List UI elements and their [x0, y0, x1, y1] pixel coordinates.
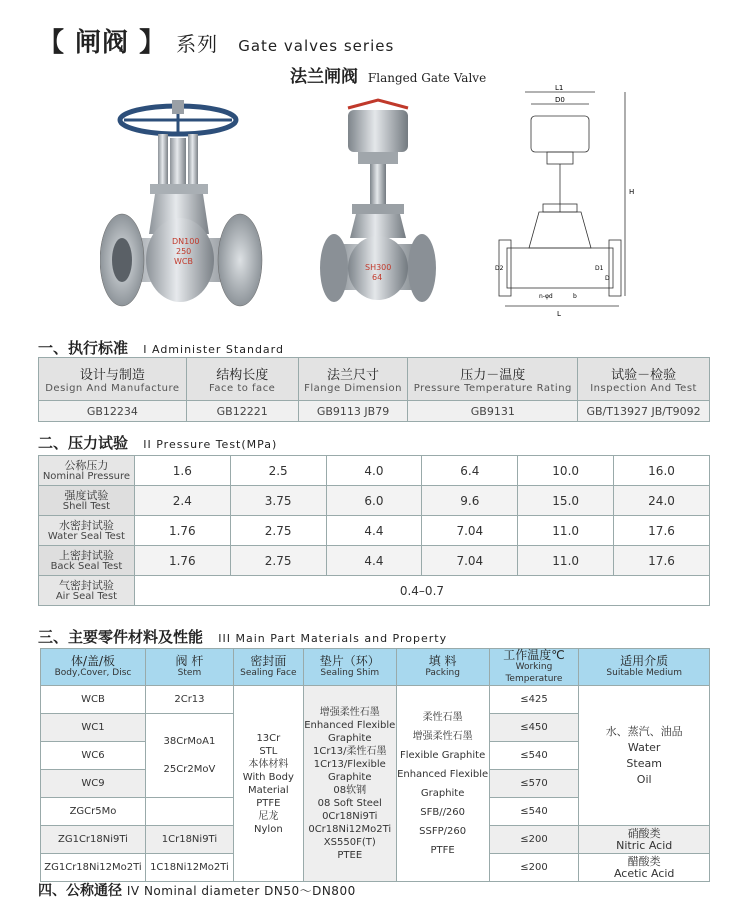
gate-valve-dimension-drawing: [495, 84, 645, 322]
temperature-value: ≤450: [489, 714, 579, 742]
drawing-label-l1: L1: [555, 84, 564, 92]
header-shim: 垫片（环） Sealing Shim: [303, 649, 396, 686]
temperature-value: ≤200: [489, 854, 579, 882]
test-value: 4.4: [326, 546, 422, 576]
temperature-value: ≤540: [489, 798, 579, 826]
standard-value: GB/T13927 JB/T9092: [578, 401, 710, 422]
test-value: 2.5: [230, 456, 326, 486]
standard-value: GB9113 JB79: [298, 401, 408, 422]
valve1-marking-1: DN100: [172, 237, 200, 246]
temperature-value: ≤425: [489, 686, 579, 714]
body-material: ZGCr5Mo: [41, 798, 146, 826]
body-material: WC9: [41, 770, 146, 798]
test-value: 3.75: [230, 486, 326, 516]
drawing-label-d: D: [605, 275, 610, 282]
row-label: 公称压力 Nominal Pressure: [39, 456, 135, 486]
header-medium: 适用介质 Suitable Medium: [579, 649, 710, 686]
section2-heading: [38, 432, 277, 453]
temperature-value: ≤200: [489, 826, 579, 854]
standards-table: [38, 357, 710, 422]
page-title: [38, 22, 394, 59]
header-temperature: 工作温度℃ Working Temperature: [489, 649, 579, 686]
air-seal-value: 0.4–0.7: [134, 576, 709, 606]
product-subtitle: [290, 62, 486, 87]
row-label: 气密封试验 Air Seal Test: [39, 576, 135, 606]
test-value: 7.04: [422, 546, 518, 576]
valve1-marking-2: 250: [176, 247, 192, 256]
drawing-label-b: b: [573, 293, 577, 300]
subtitle-en: Flanged Gate Valve: [367, 71, 487, 85]
body-material: ZG1Cr18Ni12Mo2Ti: [41, 854, 146, 882]
subtitle-cn: 法兰闸阀: [290, 67, 358, 87]
header-design: 设计与制造 Design And Manufacture: [39, 358, 187, 401]
section1-title-cn: 一、执行标准: [38, 339, 129, 357]
body-material: WCB: [41, 686, 146, 714]
header-sealing-face: 密封面 Sealing Face: [233, 649, 303, 686]
standard-value: GB12221: [186, 401, 298, 422]
test-value: 2.75: [230, 516, 326, 546]
test-value: 1.76: [134, 546, 230, 576]
stem-material: 2Cr13: [145, 686, 233, 714]
test-value: 17.6: [614, 516, 710, 546]
standard-value: GB9131: [408, 401, 578, 422]
valve2-marking-1: SH300: [365, 263, 392, 272]
header-stem: 阀 杆 Stem: [145, 649, 233, 686]
section3-title-cn: 三、主要零件材料及性能: [38, 628, 204, 646]
standard-value: GB12234: [39, 401, 187, 422]
test-value: 17.6: [614, 546, 710, 576]
body-material: WC1: [41, 714, 146, 742]
header-pressure-temp: 压力－温度 Pressure Temperature Rating: [408, 358, 578, 401]
manual-gate-valve-photo: [100, 98, 268, 310]
stem-material-empty: [145, 798, 233, 826]
row-label: 水密封试验 Water Seal Test: [39, 516, 135, 546]
drawing-label-d2: D2: [495, 265, 504, 272]
medium-nitric-cell: 硝酸类 Nitric Acid: [579, 826, 710, 854]
drawing-label-d1: D1: [595, 265, 604, 272]
medium-acetic-cell: 醋酸类 Acetic Acid: [579, 854, 710, 882]
electric-gate-valve-photo: [318, 98, 438, 310]
section3-heading: [38, 626, 447, 647]
body-material: ZG1Cr18Ni9Ti: [41, 826, 146, 854]
test-value: 11.0: [518, 516, 614, 546]
shim-cell: 增强柔性石墨 Enhanced Flexible Graphite 1Cr13/柔性石墨 1Cr13/Flexible Graphite 08软钢 08 Soft Steel 0Cr18Ni9Ti 0Cr18Ni12Mo2Ti XS550F(T) PTEE: [303, 686, 396, 882]
drawing-label-d0: D0: [555, 96, 565, 104]
title-en: Gate valves series: [238, 37, 395, 55]
test-value: 1.76: [134, 516, 230, 546]
test-value: 4.0: [326, 456, 422, 486]
drawing-label-h: H: [629, 188, 635, 196]
stem-material-group: 38CrMoA1 25Cr2MoV: [145, 714, 233, 798]
header-flange: 法兰尺寸 Flange Dimension: [298, 358, 408, 401]
section2-title-cn: 二、压力试验: [38, 434, 129, 452]
title-series: 系列: [176, 32, 219, 56]
drawing-label-bolts: n-φd: [539, 293, 553, 300]
temperature-value: ≤570: [489, 770, 579, 798]
valve2-marking-2: 64: [372, 273, 383, 282]
header-inspection: 试验－检验 Inspection And Test: [578, 358, 710, 401]
header-body: 体/盖/板 Body,Cover, Disc: [41, 649, 146, 686]
test-value: 7.04: [422, 516, 518, 546]
test-value: 6.4: [422, 456, 518, 486]
pressure-test-table: [38, 455, 710, 606]
test-value: 16.0: [614, 456, 710, 486]
materials-table: [40, 648, 710, 882]
header-face: 结构长度 Face to face: [186, 358, 298, 401]
section4-title-en: IV Nominal diameter DN50～DN800: [126, 884, 356, 898]
test-value: 6.0: [326, 486, 422, 516]
row-label: 上密封试验 Back Seal Test: [39, 546, 135, 576]
test-value: 10.0: [518, 456, 614, 486]
valve1-marking-3: WCB: [174, 257, 193, 266]
section1-heading: [38, 337, 284, 358]
stem-material: 1Cr18Ni9Ti: [145, 826, 233, 854]
section4-heading: [38, 880, 356, 900]
header-packing: 填 料 Packing: [396, 649, 489, 686]
drawing-label-l: L: [557, 310, 561, 318]
test-value: 2.75: [230, 546, 326, 576]
test-value: 11.0: [518, 546, 614, 576]
body-material: WC6: [41, 742, 146, 770]
section4-title-cn: 四、公称通径: [38, 883, 122, 899]
test-value: 9.6: [422, 486, 518, 516]
row-label: 强度试验 Shell Test: [39, 486, 135, 516]
test-value: 2.4: [134, 486, 230, 516]
temperature-value: ≤540: [489, 742, 579, 770]
section2-title-en: II Pressure Test(MPa): [143, 438, 278, 451]
packing-cell: 柔性石墨 增强柔性石墨 Flexible Graphite Enhanced Flexible Graphite SFB//260 SSFP/260 PTFE: [396, 686, 489, 882]
section1-title-en: I Administer Standard: [143, 343, 284, 356]
sealing-face-cell: 13Cr STL 本体材料 With Body Material PTFE 尼龙 Nylon: [233, 686, 303, 882]
test-value: 24.0: [614, 486, 710, 516]
test-value: 15.0: [518, 486, 614, 516]
stem-material: 1C18Ni12Mo2Ti: [145, 854, 233, 882]
section3-title-en: III Main Part Materials and Property: [218, 632, 448, 645]
test-value: 1.6: [134, 456, 230, 486]
medium-main-cell: 水、蒸汽、油品 Water Steam Oil: [579, 686, 710, 826]
title-cn: 【 闸阀 】: [38, 28, 167, 58]
test-value: 4.4: [326, 516, 422, 546]
